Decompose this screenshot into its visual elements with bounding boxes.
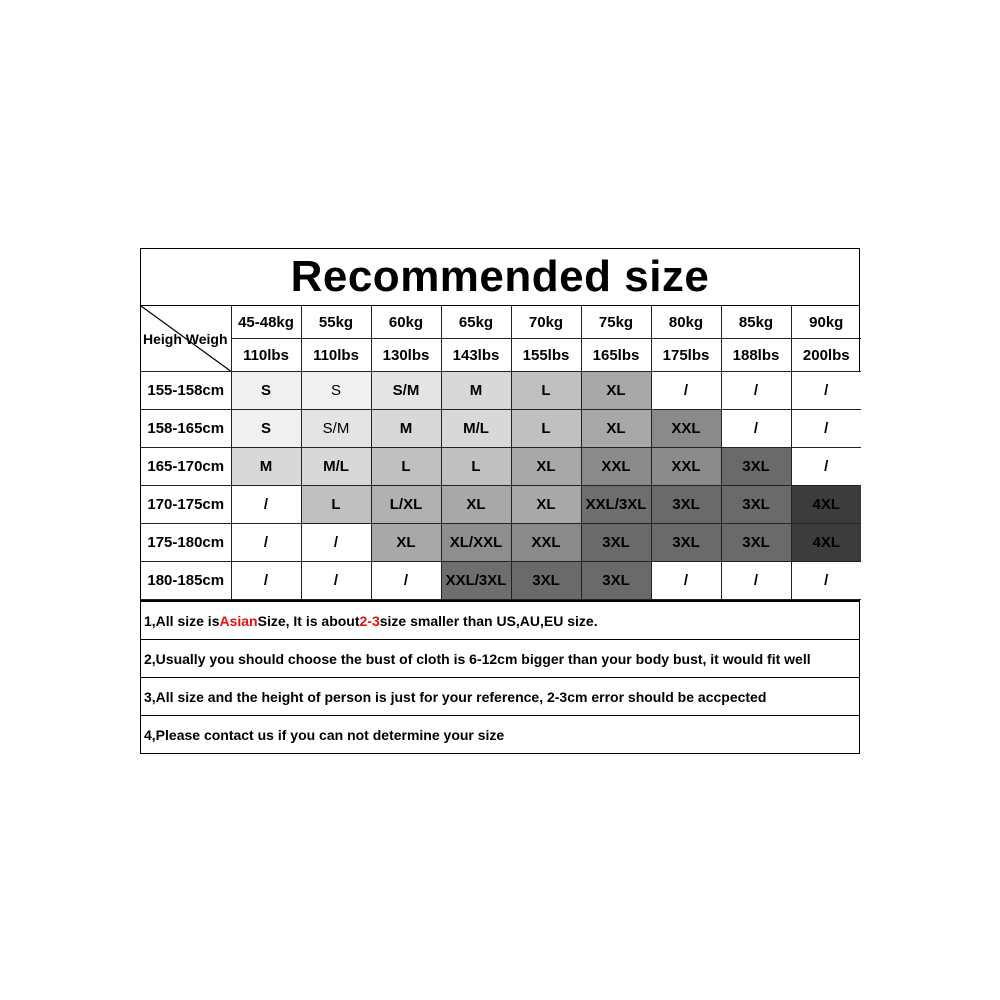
weight-kg-header: 45-48kg: [231, 306, 301, 339]
size-cell: /: [651, 372, 721, 410]
size-cell: /: [721, 410, 791, 448]
size-cell: 3XL: [721, 524, 791, 562]
size-cell: XXL: [511, 524, 581, 562]
corner-header-cell: [141, 306, 231, 372]
size-cell: S: [301, 372, 371, 410]
size-cell: L: [371, 448, 441, 486]
weight-lbs-header: 175lbs: [651, 339, 721, 372]
note1-middle: Size, It is about: [257, 612, 360, 629]
size-cell: 3XL: [581, 562, 651, 600]
weight-kg-header: 75kg: [581, 306, 651, 339]
weight-kg-header: 70kg: [511, 306, 581, 339]
weight-lbs-header: 110lbs: [231, 339, 301, 372]
note-reference-error: 3,All size and the height of person is just for your reference, 2-3cm error should be accpected: [141, 677, 859, 715]
size-cell: /: [791, 562, 861, 600]
weight-kg-header: 90kg: [791, 306, 861, 339]
note1-prefix: 1,All size is: [144, 612, 220, 629]
size-cell: L: [301, 486, 371, 524]
size-cell: XXL: [651, 410, 721, 448]
size-cell: S: [231, 410, 301, 448]
size-cell: /: [791, 372, 861, 410]
chart-title: Recommended size: [290, 252, 710, 301]
note-contact-us: 4,Please contact us if you can not determine your size: [141, 715, 859, 753]
corner-label: Heigh Weigh: [143, 330, 228, 347]
size-cell: /: [231, 486, 301, 524]
weight-lbs-header: 165lbs: [581, 339, 651, 372]
size-row: [141, 524, 861, 562]
size-cell: L/XL: [371, 486, 441, 524]
height-label: 170-175cm: [141, 486, 231, 524]
size-row: [141, 486, 861, 524]
size-cell: 3XL: [511, 562, 581, 600]
weight-kg-header: 65kg: [441, 306, 511, 339]
size-cell: /: [721, 562, 791, 600]
size-cell: 3XL: [581, 524, 651, 562]
size-cell: /: [301, 562, 371, 600]
size-row: [141, 448, 861, 486]
size-cell: /: [301, 524, 371, 562]
note1-asian-highlight: Asian: [219, 612, 258, 629]
weight-kg-header: 55kg: [301, 306, 371, 339]
size-cell: XL: [511, 486, 581, 524]
size-cell: S/M: [301, 410, 371, 448]
weight-lbs-header: 155lbs: [511, 339, 581, 372]
size-table: [141, 306, 861, 600]
weight-kg-header: 80kg: [651, 306, 721, 339]
size-cell: 4XL: [791, 486, 861, 524]
weight-kg-header: 85kg: [721, 306, 791, 339]
size-cell: /: [231, 562, 301, 600]
size-cell: 3XL: [651, 486, 721, 524]
size-row: [141, 372, 861, 410]
size-cell: 3XL: [651, 524, 721, 562]
note1-range-highlight: 2-3: [359, 612, 380, 629]
size-cell: /: [791, 448, 861, 486]
size-cell: XL: [441, 486, 511, 524]
size-cell: 3XL: [721, 448, 791, 486]
size-cell: XXL/3XL: [581, 486, 651, 524]
size-cell: /: [721, 372, 791, 410]
size-cell: L: [441, 448, 511, 486]
size-cell: L: [511, 372, 581, 410]
chart-title-row: [141, 249, 859, 306]
size-cell: XXL: [581, 448, 651, 486]
note-asian-size: [141, 600, 859, 639]
height-label: 158-165cm: [141, 410, 231, 448]
weight-lbs-header: 110lbs: [301, 339, 371, 372]
size-cell: XL: [581, 372, 651, 410]
notes-section: [141, 600, 859, 753]
weight-lbs-header: 143lbs: [441, 339, 511, 372]
size-cell: 3XL: [721, 486, 791, 524]
weight-lbs-header: 188lbs: [721, 339, 791, 372]
size-cell: M/L: [301, 448, 371, 486]
height-label: 155-158cm: [141, 372, 231, 410]
size-cell: /: [791, 410, 861, 448]
weight-lbs-header-row: [141, 339, 861, 372]
size-cell: S/M: [371, 372, 441, 410]
size-cell: XL: [581, 410, 651, 448]
weight-kg-header-row: [141, 306, 861, 339]
size-cell: XXL/3XL: [441, 562, 511, 600]
size-cell: XL: [511, 448, 581, 486]
weight-lbs-header: 200lbs: [791, 339, 861, 372]
weight-kg-header: 60kg: [371, 306, 441, 339]
table-body: [141, 306, 861, 600]
size-row: [141, 562, 861, 600]
note-bust-advice: 2,Usually you should choose the bust of cloth is 6-12cm bigger than your body bust, it would fit well: [141, 639, 859, 677]
size-cell: XL/XXL: [441, 524, 511, 562]
size-cell: /: [651, 562, 721, 600]
size-cell: /: [231, 524, 301, 562]
size-cell: L: [511, 410, 581, 448]
size-cell: XXL: [651, 448, 721, 486]
note1-suffix: size smaller than US,AU,EU size.: [379, 612, 598, 629]
size-cell: 4XL: [791, 524, 861, 562]
size-cell: M: [441, 372, 511, 410]
size-cell: /: [371, 562, 441, 600]
size-cell: S: [231, 372, 301, 410]
size-cell: M: [371, 410, 441, 448]
size-row: [141, 410, 861, 448]
size-cell: M: [231, 448, 301, 486]
weight-lbs-header: 130lbs: [371, 339, 441, 372]
size-cell: XL: [371, 524, 441, 562]
height-label: 165-170cm: [141, 448, 231, 486]
size-chart: [140, 248, 860, 754]
size-cell: M/L: [441, 410, 511, 448]
height-label: 175-180cm: [141, 524, 231, 562]
height-label: 180-185cm: [141, 562, 231, 600]
